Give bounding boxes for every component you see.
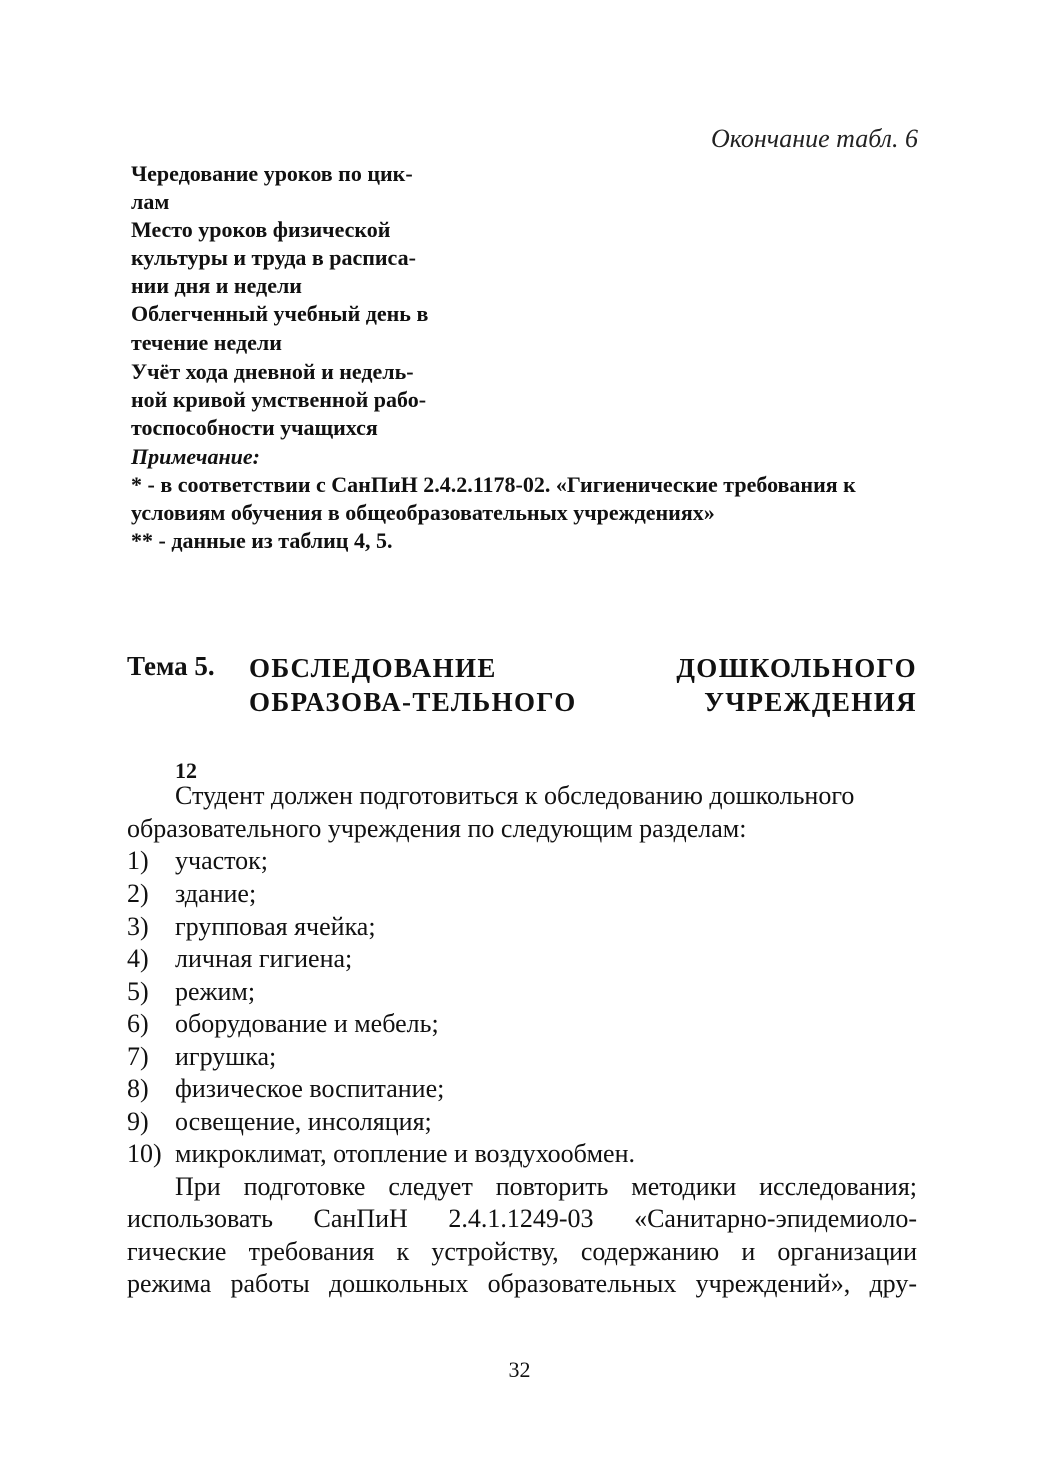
list-item (127, 911, 376, 943)
list-item-text: здание; (175, 879, 257, 908)
list-item (127, 845, 268, 877)
list-item-number: 5) (127, 977, 149, 1006)
list-item (127, 1041, 276, 1073)
list-item-text: групповая ячейка; (175, 912, 376, 941)
table-row-text: Чередование уроков по цик- (131, 161, 413, 186)
outro-line: использовать СанПиН 2.4.1.1249-03 «Санитарно-эпидемиоло- (127, 1204, 917, 1233)
list-item-text: режим; (175, 977, 256, 1006)
topic-label: Тема 5. (127, 651, 215, 681)
list-item (127, 1008, 439, 1040)
list-item-text: оборудование и мебель; (175, 1009, 439, 1038)
outro-line: гические требования к устройству, содержанию и организации (127, 1237, 917, 1266)
section-number: 12 (175, 758, 197, 783)
intro-line: образовательного учреждения по следующим разделам: (127, 814, 747, 843)
note-line: * - в соответствии с СанПиН 2.4.2.1178-02. «Гигиенические требования к (131, 472, 856, 497)
list-item (127, 1138, 635, 1170)
table-row-text: Учёт хода дневной и недель- (131, 359, 414, 384)
note-line: условиям обучения в общеобразовательных учреждениях» (131, 500, 715, 525)
list-item-text: участок; (175, 846, 269, 875)
list-item (127, 1106, 432, 1138)
list-item-number: 1) (127, 846, 149, 875)
note-line: ** - данные из таблиц 4, 5. (131, 528, 393, 553)
list-item-number: 4) (127, 944, 149, 973)
list-item-number: 9) (127, 1107, 149, 1136)
list-item-number: 2) (127, 879, 149, 908)
list-item-number: 3) (127, 912, 149, 941)
list-item-number: 6) (127, 1009, 149, 1038)
list-item (127, 1073, 444, 1105)
list-item-text: личная гигиена; (175, 944, 353, 973)
list-item-number: 10) (127, 1139, 162, 1168)
table-row-text: ной кривой умственной рабо- (131, 387, 427, 412)
list-item-text: микроклимат, отопление и воздухообмен. (175, 1139, 635, 1168)
list-item-text: игрушка; (175, 1042, 277, 1071)
list-item (127, 878, 256, 910)
table-row-text: тоспособности учащихся (131, 415, 378, 440)
note-label: Примечание: (131, 444, 260, 469)
table-row-text: лам (131, 189, 170, 214)
outro-line: режима работы дошкольных образовательных учреждений», дру- (127, 1269, 917, 1298)
list-item-text: физическое воспитание; (175, 1074, 445, 1103)
outro-line: При подготовке следует повторить методики исследования; (175, 1172, 917, 1201)
list-item (127, 976, 255, 1008)
table-row-text: Облегченный учебный день в (131, 301, 429, 326)
topic-title: ОБСЛЕДОВАНИЕ ДОШКОЛЬНОГО ОБРАЗОВА-ТЕЛЬНОГО УЧРЕЖДЕНИЯ (249, 653, 917, 717)
table-row-text: Место уроков физической (131, 217, 391, 242)
table-continuation-label: Окончание табл. 6 (710, 124, 918, 153)
list-item-number: 8) (127, 1074, 149, 1103)
list-item-number: 7) (127, 1042, 149, 1071)
intro-line: Студент должен подготовиться к обследованию дошкольного (175, 781, 855, 810)
table-row-text: течение недели (131, 330, 282, 355)
page-number: 32 (508, 1357, 531, 1382)
list-item-text: освещение, инсоляция; (175, 1107, 432, 1136)
list-item (127, 943, 352, 975)
table-row-text: нии дня и недели (131, 273, 302, 298)
table-row-text: культуры и труда в расписа- (131, 245, 416, 270)
